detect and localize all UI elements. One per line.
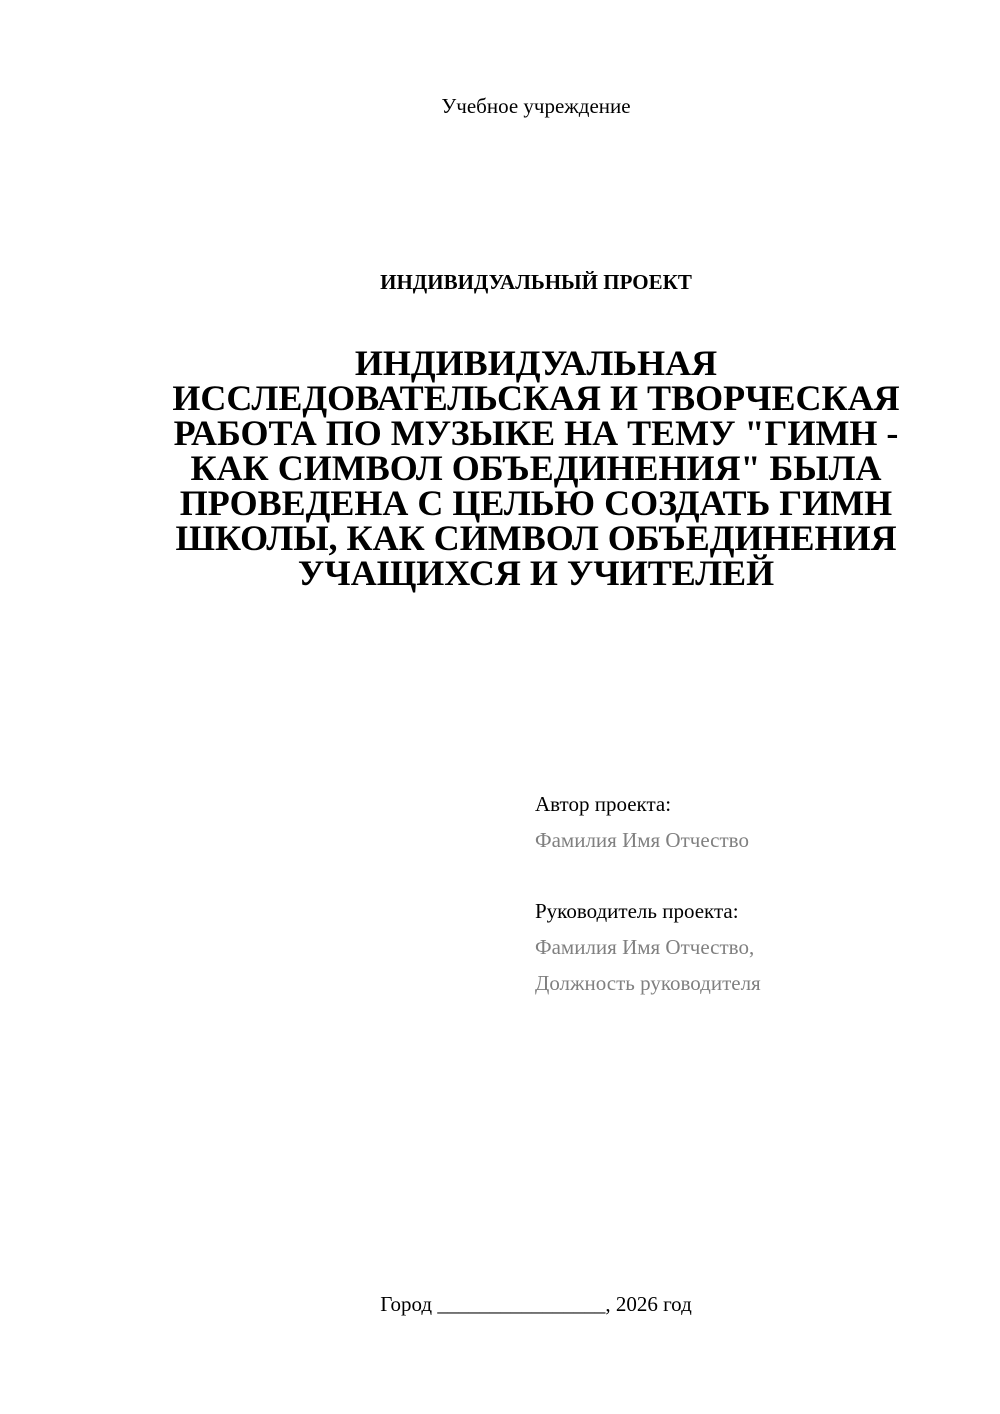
supervisor-position: Должность руководителя [535, 971, 761, 995]
supervisor-block [535, 893, 975, 1001]
institution-name: Учебное учреждение [441, 94, 631, 118]
city-year-line: Город ________________, 2026 год [380, 1292, 692, 1316]
project-type-heading: ИНДИВИДУАЛЬНЫЙ ПРОЕКТ [380, 270, 692, 294]
author-label: Автор проекта: [535, 792, 672, 816]
supervisor-label: Руководитель проекта: [535, 899, 739, 923]
author-block [535, 786, 975, 858]
author-name: Фамилия Имя Отчество [535, 828, 749, 852]
project-title: ИНДИВИДУАЛЬНАЯ ИССЛЕДОВАТЕЛЬСКАЯ И ТВОРЧЕСКАЯ РАБОТА ПО МУЗЫКЕ НА ТЕМУ "ГИМН - КАК СИМВОЛ ОБЪЕДИНЕНИЯ" БЫЛА ПРОВЕДЕНА С ЦЕЛЬЮ СОЗДАТЬ ГИМН ШКОЛЫ, КАК СИМВОЛ ОБЪЕДИНЕНИЯ УЧАЩИХСЯ И УЧИТЕЛЕЙ [172, 343, 900, 593]
supervisor-name: Фамилия Имя Отчество, [535, 935, 755, 959]
